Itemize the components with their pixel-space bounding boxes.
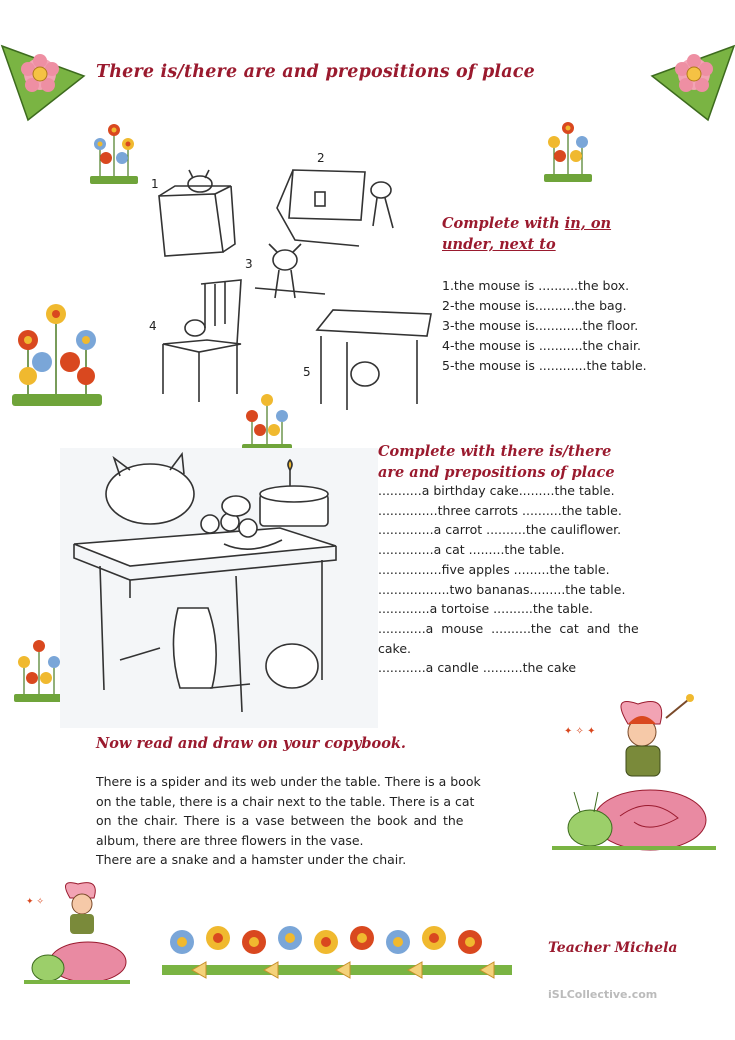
teacher-signature: Teacher Michela xyxy=(548,940,678,956)
table-picture xyxy=(303,310,431,410)
section2-sentences xyxy=(378,481,696,678)
paragraph-line: album, there are three flowers in the vase. xyxy=(96,832,364,848)
table-scene-illustration xyxy=(60,448,378,728)
svg-text:✦ ✧ ✦: ✦ ✧ ✦ xyxy=(564,726,596,737)
section1-sentences xyxy=(442,276,647,376)
mouse-positions-illustration xyxy=(145,148,435,418)
list-item: ..............a carrot ..........the cauliflower. xyxy=(378,522,622,538)
list-item: .............a tortoise ..........the table. xyxy=(378,601,594,617)
flower-pot-right-top xyxy=(540,118,596,184)
section1-heading xyxy=(442,213,662,255)
section3-paragraph xyxy=(96,772,536,870)
floor-picture xyxy=(245,244,325,298)
corner-flower-top-left xyxy=(0,42,88,122)
section1-heading-text: Complete with xyxy=(442,215,565,232)
section3-heading: Now read and draw on your copybook. xyxy=(96,735,406,752)
list-item: ............a mouse ..........the cat and the xyxy=(378,620,639,636)
list-item: ...........a birthday cake.........the table. xyxy=(378,483,615,498)
section2-heading xyxy=(378,441,678,483)
section1-heading-underlined-1: in, on xyxy=(564,215,612,232)
list-item: ..................two bananas.........the table. xyxy=(378,581,626,597)
picture-number-3: 3 xyxy=(245,257,253,271)
section2-heading-line2: are and prepositions of place xyxy=(378,464,615,481)
list-item: 2-the mouse is..........the bag. xyxy=(442,298,627,313)
section1-heading-underlined-2: under, next to xyxy=(442,236,556,253)
picture-number-1: 1 xyxy=(151,177,159,191)
site-credit: iSLCollective.com xyxy=(548,988,658,1001)
paragraph-line: on the chair. There is a vase between the book and the xyxy=(96,813,464,828)
list-item: ...............three carrots ..........the table. xyxy=(378,502,622,518)
flower-pot-left-large xyxy=(8,300,106,410)
list-item: ..............a cat .........the table. xyxy=(378,542,565,558)
list-item: 5-the mouse is ............the table. xyxy=(442,358,647,373)
list-item: cake. xyxy=(378,640,411,656)
chair-picture xyxy=(149,280,241,402)
box-picture xyxy=(151,170,235,256)
bag-picture xyxy=(277,151,393,246)
list-item: 4-the mouse is ...........the chair. xyxy=(442,338,641,353)
fairy-snail-right xyxy=(550,694,720,858)
picture-number-2: 2 xyxy=(317,151,325,165)
corner-flower-top-right xyxy=(648,42,735,122)
paragraph-line: There is a spider and its web under the table. There is a book xyxy=(96,774,481,789)
flower-border-bottom xyxy=(162,920,512,988)
svg-text:✦ ✧: ✦ ✧ xyxy=(26,897,44,907)
paragraph-line: on the table, there is a chair next to the table. There is a cat xyxy=(96,793,475,809)
picture-number-5: 5 xyxy=(303,365,311,379)
picture-number-4: 4 xyxy=(149,319,157,333)
paragraph-line: There are a snake and a hamster under the chair. xyxy=(96,852,407,867)
section2-heading-line1: Complete with there is/there xyxy=(378,443,612,460)
flower-pot-left-top xyxy=(86,120,142,186)
page-title: There is/there are and prepositions of place xyxy=(96,62,535,82)
list-item: ................five apples .........the table. xyxy=(378,561,610,577)
fairy-snail-left xyxy=(22,878,132,988)
list-item: ............a candle ..........the cake xyxy=(378,660,577,676)
list-item: 1.the mouse is ..........the box. xyxy=(442,278,630,293)
list-item: 3-the mouse is............the floor. xyxy=(442,318,639,333)
